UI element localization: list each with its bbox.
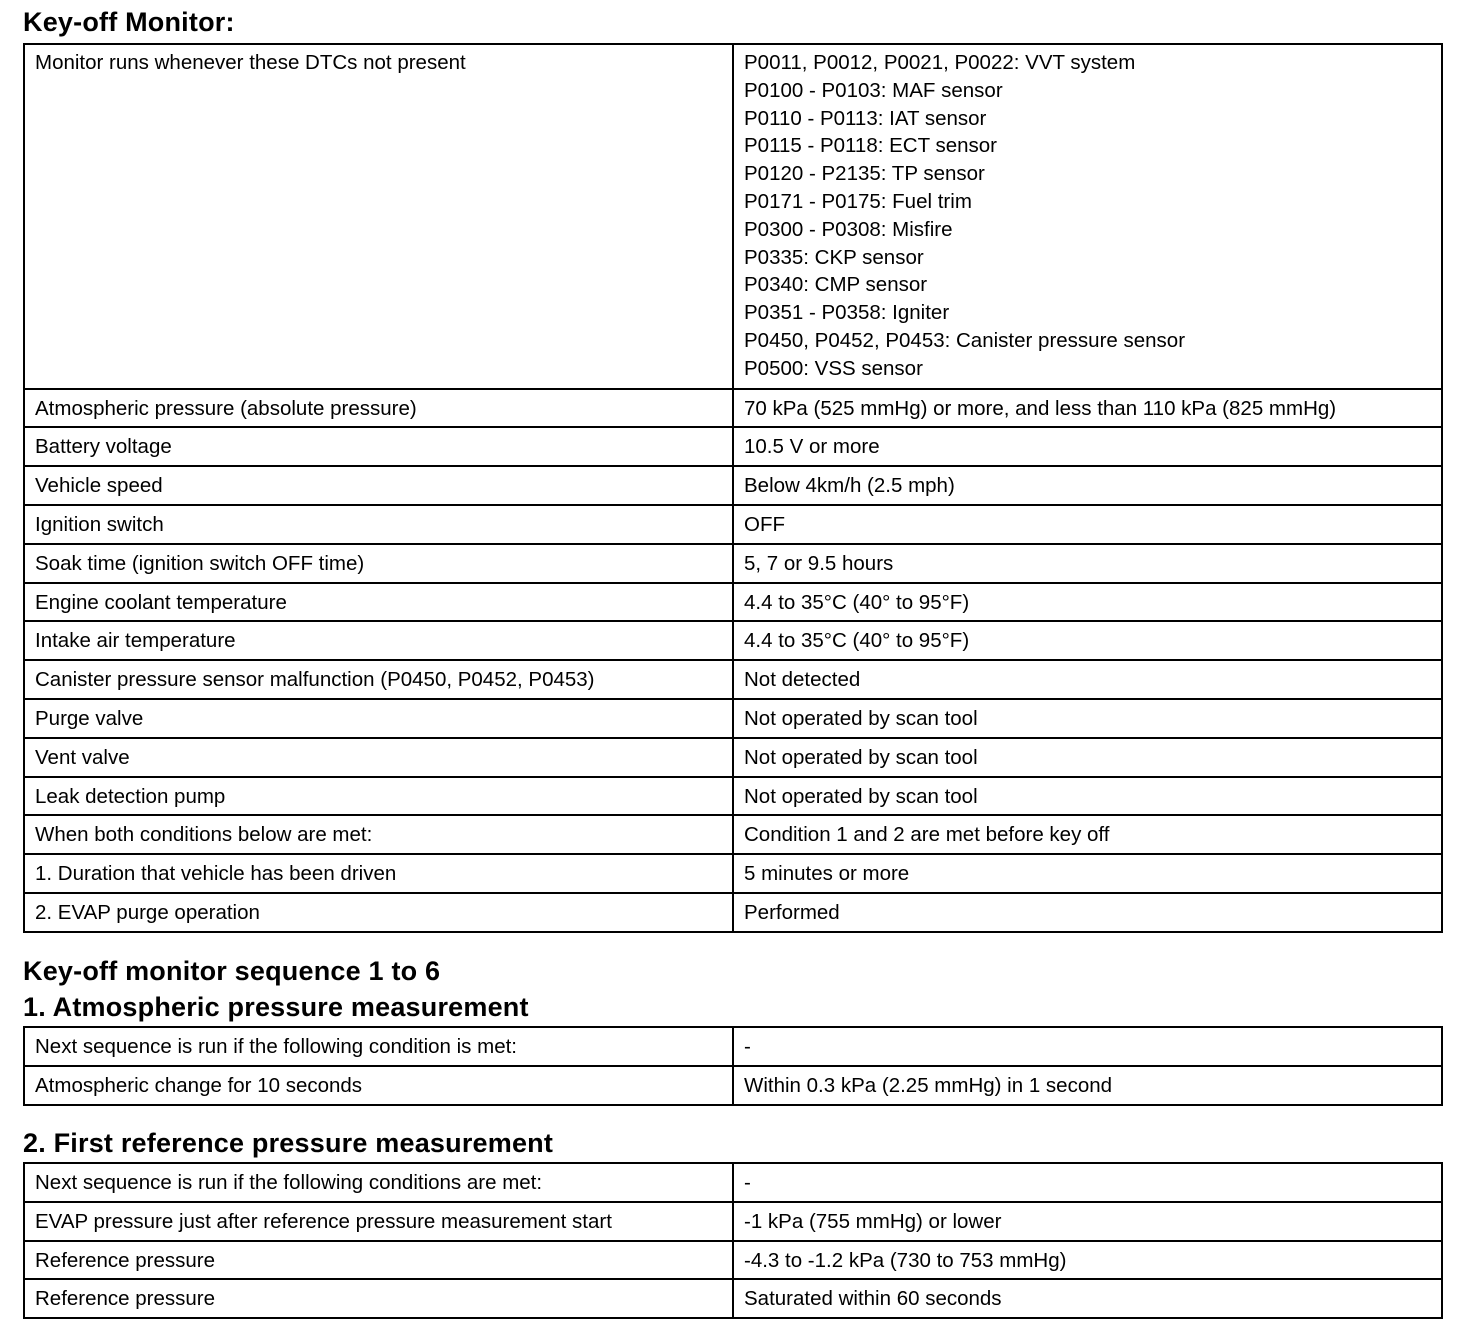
condition-value: OFF: [733, 505, 1442, 544]
condition-value: -: [733, 1027, 1442, 1066]
table-row: [24, 389, 1442, 428]
condition-value: 10.5 V or more: [733, 427, 1442, 466]
condition-value: 5 minutes or more: [733, 854, 1442, 893]
condition-label: Engine coolant temperature: [24, 583, 733, 622]
condition-label: 1. Duration that vehicle has been driven: [24, 854, 733, 893]
dtc-line: P0335: CKP sensor: [744, 245, 924, 269]
seq1-table: [23, 1026, 1443, 1106]
table-row: [24, 660, 1442, 699]
table-row: [24, 544, 1442, 583]
table-row: [24, 777, 1442, 816]
condition-value: Not operated by scan tool: [733, 777, 1442, 816]
table-row: [24, 1241, 1442, 1280]
condition-value: Below 4km/h (2.5 mph): [733, 466, 1442, 505]
dtc-line: P0011, P0012, P0021, P0022: VVT system: [744, 51, 1136, 74]
keyoff-monitor-heading: Key-off Monitor:: [23, 7, 235, 37]
condition-value: -1 kPa (755 mmHg) or lower: [733, 1202, 1442, 1241]
keyoff-conditions-table: [23, 43, 1443, 933]
dtc-line: P0115 - P0118: ECT sensor: [744, 134, 997, 158]
condition-value: 5, 7 or 9.5 hours: [733, 544, 1442, 583]
condition-label: Reference pressure: [24, 1279, 733, 1318]
dtc-line: P0100 - P0103: MAF sensor: [744, 78, 1003, 102]
dtc-line: P0500: VSS sensor: [744, 356, 923, 380]
condition-label: When both conditions below are met:: [24, 815, 733, 854]
table-row: [24, 1279, 1442, 1318]
condition-label: Atmospheric pressure (absolute pressure): [24, 389, 733, 428]
condition-label: EVAP pressure just after reference pressure measurement start: [24, 1202, 733, 1241]
condition-label: Intake air temperature: [24, 621, 733, 660]
condition-value: Not detected: [733, 660, 1442, 699]
condition-label: Vehicle speed: [24, 466, 733, 505]
condition-label: Vent valve: [24, 738, 733, 777]
dtc-line: P0450, P0452, P0453: Canister pressure sensor: [744, 328, 1186, 352]
dtc-list: [733, 44, 1442, 389]
dtc-line: P0351 - P0358: Igniter: [744, 301, 950, 325]
table-row: [24, 1163, 1442, 1202]
condition-value: Within 0.3 kPa (2.25 mmHg) in 1 second: [733, 1066, 1442, 1105]
condition-label: Battery voltage: [24, 427, 733, 466]
condition-value: Not operated by scan tool: [733, 738, 1442, 777]
condition-label: Next sequence is run if the following conditions are met:: [24, 1163, 733, 1202]
table-row: [24, 815, 1442, 854]
table-row: [24, 893, 1442, 932]
table-row: [24, 583, 1442, 622]
condition-value: Performed: [733, 893, 1442, 932]
condition-label: Reference pressure: [24, 1241, 733, 1280]
table-row: [24, 738, 1442, 777]
condition-value: Not operated by scan tool: [733, 699, 1442, 738]
dtc-line: P0120 - P2135: TP sensor: [744, 162, 985, 186]
table-row: [24, 854, 1442, 893]
dtc-line: P0340: CMP sensor: [744, 273, 928, 297]
condition-label: Next sequence is run if the following condition is met:: [24, 1027, 733, 1066]
table-row: [24, 505, 1442, 544]
condition-label: Purge valve: [24, 699, 733, 738]
condition-label: Monitor runs whenever these DTCs not present: [24, 44, 733, 389]
condition-label: Canister pressure sensor malfunction (P0450, P0452, P0453): [24, 660, 733, 699]
condition-value: Condition 1 and 2 are met before key off: [733, 815, 1442, 854]
table-row: [24, 699, 1442, 738]
condition-label: Soak time (ignition switch OFF time): [24, 544, 733, 583]
condition-label: 2. EVAP purge operation: [24, 893, 733, 932]
condition-value: -: [733, 1163, 1442, 1202]
table-row: [24, 427, 1442, 466]
dtc-line: P0300 - P0308: Misfire: [744, 217, 953, 241]
dtc-line: P0110 - P0113: IAT sensor: [744, 106, 987, 130]
dtc-line: P0171 - P0175: Fuel trim: [744, 189, 972, 213]
condition-value: 4.4 to 35°C (40° to 95°F): [733, 621, 1442, 660]
condition-label: Leak detection pump: [24, 777, 733, 816]
table-row: [24, 1202, 1442, 1241]
condition-value: -4.3 to -1.2 kPa (730 to 753 mmHg): [733, 1241, 1442, 1280]
seq1-heading: 1. Atmospheric pressure measurement: [23, 992, 529, 1022]
condition-value: 70 kPa (525 mmHg) or more, and less than 110 kPa (825 mmHg): [733, 389, 1442, 428]
table-row: [24, 44, 1442, 389]
seq2-heading: 2. First reference pressure measurement: [23, 1128, 554, 1158]
condition-value: 4.4 to 35°C (40° to 95°F): [733, 583, 1442, 622]
table-row: [24, 466, 1442, 505]
table-row: [24, 621, 1442, 660]
sequence-heading: Key-off monitor sequence 1 to 6: [23, 956, 441, 986]
condition-label: Atmospheric change for 10 seconds: [24, 1066, 733, 1105]
condition-value: Saturated within 60 seconds: [733, 1279, 1442, 1318]
seq2-table: [23, 1162, 1443, 1319]
table-row: [24, 1066, 1442, 1105]
condition-label: Ignition switch: [24, 505, 733, 544]
table-row: [24, 1027, 1442, 1066]
